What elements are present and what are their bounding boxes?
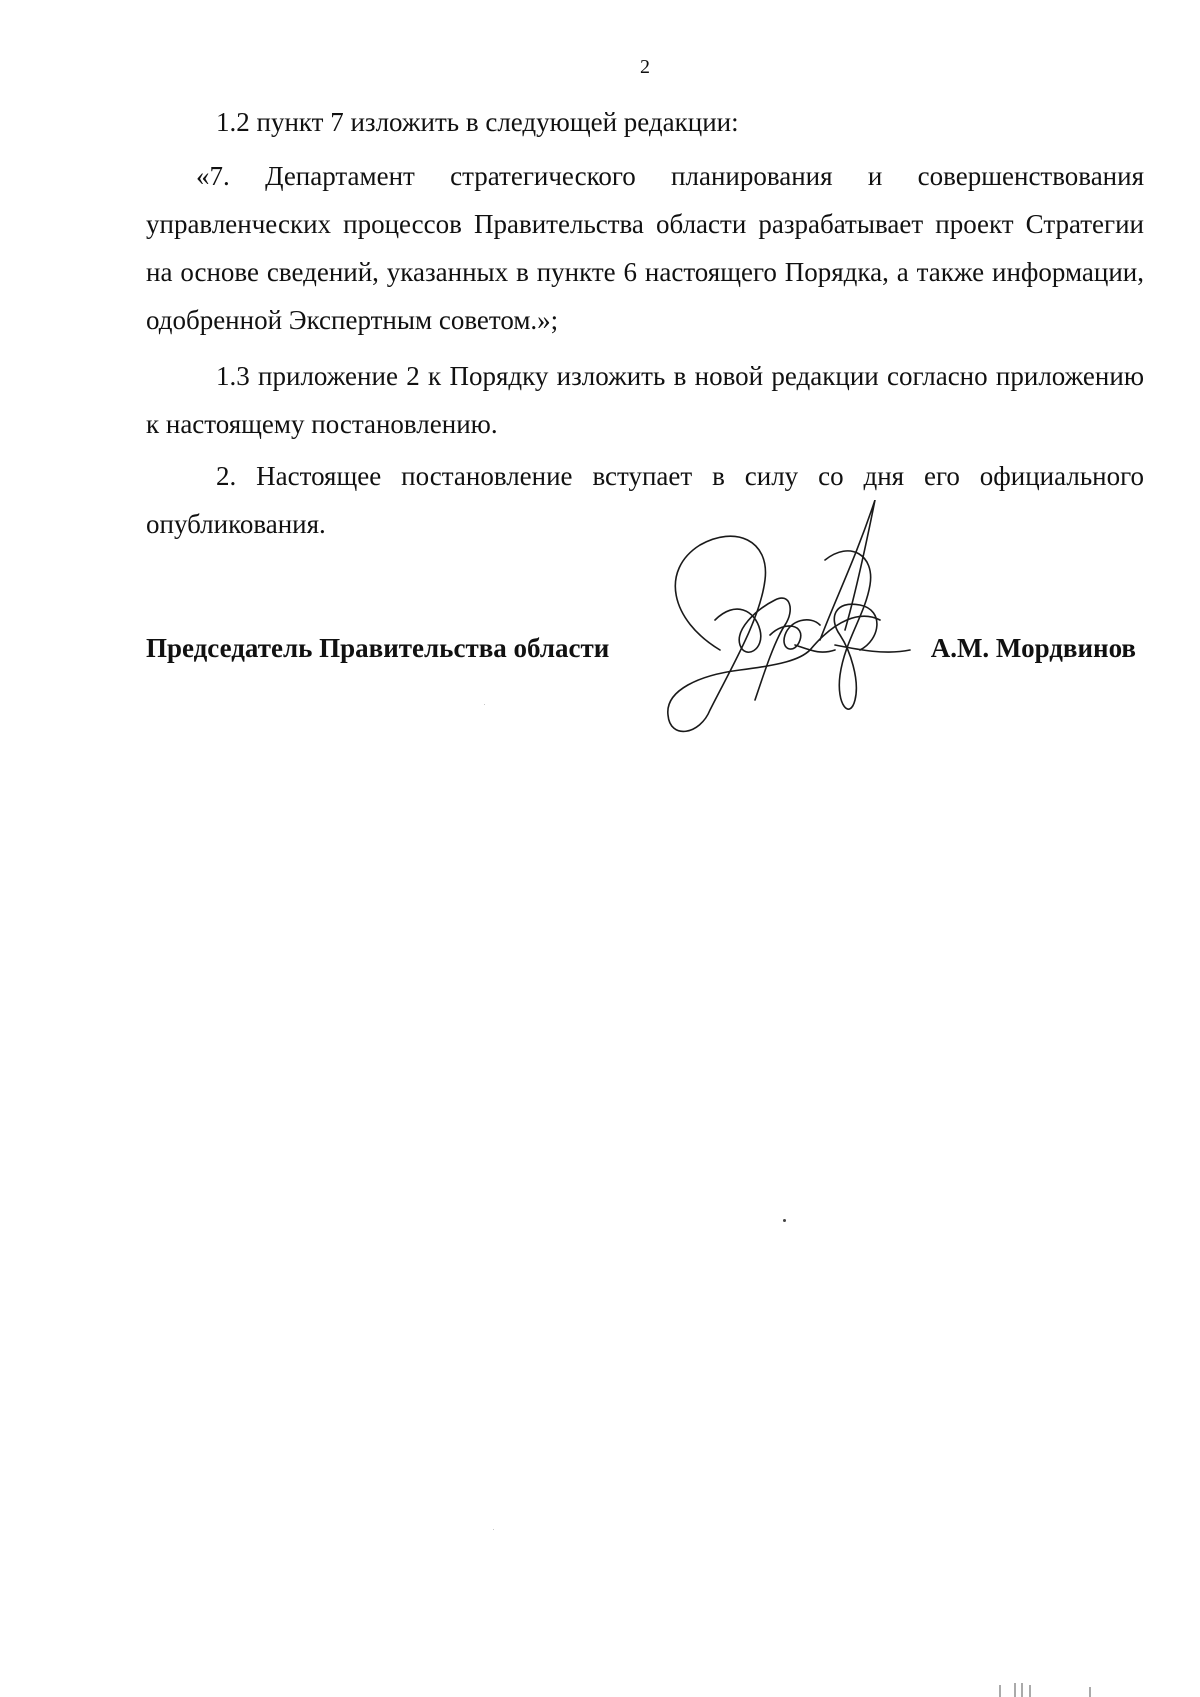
scan-speck [493, 1529, 494, 1530]
signature-block [146, 633, 1136, 673]
signatory-position: Председатель Правительства области [146, 633, 610, 663]
paragraph-2: 2. Настоящее постановление вступает в силу со дня его официального опубликования. [146, 461, 1144, 539]
paragraph-1-2: 1.2 пункт 7 изложить в следующей редакции: [216, 107, 739, 137]
paragraph-1-3: 1.3 приложение 2 к Порядку изложить в новой редакции согласно приложению к настоящему постановлению. [146, 361, 1144, 439]
page-number: 2 [640, 56, 650, 78]
scan-speck [783, 1219, 786, 1222]
paragraph-quoted-item-7: «7. Департамент стратегического планирования и совершенствования управленческих процессов Правительства области разрабатывает проект Стратегии на основе сведений, указанных в пункте 6 настоящего Порядка, а также информации, одобренной Экспертным советом.»; [146, 161, 1144, 335]
scan-edge-marks [990, 1677, 1110, 1697]
scan-speck [484, 704, 485, 705]
signatory-name: А.М. Мордвинов [930, 633, 1136, 663]
handwritten-signature [660, 500, 940, 760]
document-body [146, 98, 1144, 548]
